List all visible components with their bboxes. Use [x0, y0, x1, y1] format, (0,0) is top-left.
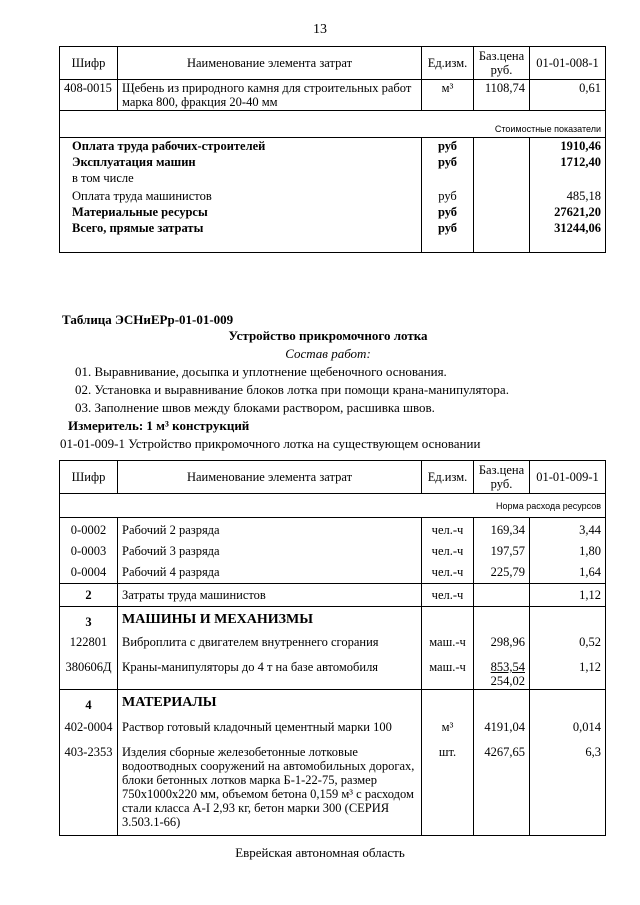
- cost-row: [60, 138, 606, 155]
- cell-unit: чел.-ч: [422, 559, 474, 584]
- cell-value: 1,12: [530, 650, 606, 690]
- cell-unit: чел.-ч: [422, 518, 474, 539]
- cell-price: 1108,74: [474, 80, 530, 111]
- cell-price: 4191,04: [474, 713, 530, 735]
- measure-unit: Измеритель: 1 м³ конструкций: [68, 418, 250, 433]
- table-row: [60, 80, 606, 111]
- cell-unit: чел.-ч: [422, 538, 474, 559]
- norm-header-row: [60, 494, 606, 518]
- work-step: 02. Установка и выравнивание блоков лотка при помощи крана-манипулятора.: [75, 382, 509, 397]
- cost-value: 31244,06: [530, 220, 606, 253]
- cell-value: 0,014: [530, 713, 606, 735]
- table-row: [60, 713, 606, 735]
- col-name: Наименование элемента затрат: [118, 461, 422, 494]
- cost-unit: руб: [422, 204, 474, 220]
- cell-value: 1,12: [530, 584, 606, 607]
- table-header-row: [60, 461, 606, 494]
- cell-name: Изделия сборные железобетонные лотковые водоотводных сооружений на автомобильных дорогах, блоки бетонных лотков марка Б-1-22-75, размер 750х1000х220 мм, объемом бетона 0,159 м³ с расходом стали класса А-I 2,93 кг, бетон марки 300 (СЕРИЯ 3.503.1-66): [118, 735, 422, 836]
- composition-label: Состав работ:: [285, 346, 371, 361]
- table-title: Таблица ЭСНиЕРр-01-01-009: [62, 312, 234, 327]
- cost-label: Оплата труда рабочих-строителей: [60, 138, 422, 155]
- cell-price: 225,79: [474, 559, 530, 584]
- section-code: 3: [60, 607, 118, 631]
- cost-unit: руб: [422, 188, 474, 204]
- section-name: МАТЕРИАЛЫ: [118, 690, 422, 714]
- col-name: Наименование элемента затрат: [118, 47, 422, 80]
- cost-value: 1910,46: [530, 138, 606, 155]
- cell-name: Затраты труда машинистов: [118, 584, 422, 607]
- cost-row: [60, 204, 606, 220]
- cell-code: 380606Д: [60, 650, 118, 690]
- cell-name: Виброплита с двигателем внутреннего сгорания: [118, 630, 422, 650]
- resource-table-008: [59, 46, 606, 253]
- section-code: 4: [60, 690, 118, 714]
- cell-code: 408-0015: [60, 80, 118, 111]
- cost-row: [60, 170, 606, 188]
- cost-row: [60, 154, 606, 170]
- cost-value: 1712,40: [530, 154, 606, 170]
- col-norm: 01-01-009-1: [530, 461, 606, 494]
- cost-label: Эксплуатация машин: [60, 154, 422, 170]
- cost-unit: руб: [422, 138, 474, 155]
- cell-price-secondary: 254,02: [490, 674, 525, 688]
- cell-code: 403-2353: [60, 735, 118, 836]
- cell-name: Щебень из природного камня для строительных работ марка 800, фракция 20-40 мм: [118, 80, 422, 111]
- work-step: 03. Заполнение швов между блоками раствором, расшивка швов.: [75, 400, 435, 415]
- cell-unit: м³: [422, 80, 474, 111]
- cell-price: 853,54: [490, 660, 525, 674]
- cell-name: Краны-манипуляторы до 4 т на базе автомобиля: [118, 650, 422, 690]
- cell-value: 1,80: [530, 538, 606, 559]
- cost-value: 485,18: [530, 188, 606, 204]
- section-row: [60, 690, 606, 714]
- table-row: [60, 630, 606, 650]
- cell-price: 298,96: [474, 630, 530, 650]
- work-step: 01. Выравнивание, досыпка и уплотнение щебеночного основания.: [75, 364, 447, 379]
- col-price: Баз.цена руб.: [474, 47, 530, 80]
- col-code: Шифр: [60, 47, 118, 80]
- cost-row: [60, 220, 606, 253]
- table-row: [60, 518, 606, 539]
- table-header-row: [60, 47, 606, 80]
- cost-unit: руб: [422, 220, 474, 253]
- page-number: 13: [313, 22, 327, 37]
- cell-name: Раствор готовый кладочный цементный марки 100: [118, 713, 422, 735]
- section-heading: Устройство прикромочного лотка: [228, 328, 428, 343]
- cell-name: Рабочий 4 разряда: [118, 559, 422, 584]
- cost-value: 27621,20: [530, 204, 606, 220]
- cost-row: [60, 188, 606, 204]
- cell-unit: чел.-ч: [422, 584, 474, 607]
- cell-unit: шт.: [422, 735, 474, 836]
- col-price: Баз.цена руб.: [474, 461, 530, 494]
- cell-value: 0,52: [530, 630, 606, 650]
- col-code: Шифр: [60, 461, 118, 494]
- region-footer: Еврейская автономная область: [235, 845, 405, 860]
- cell-price: 169,34: [474, 518, 530, 539]
- cost-label: Всего, прямые затраты: [60, 220, 422, 253]
- table-row: [60, 538, 606, 559]
- section-name: МАШИНЫ И МЕХАНИЗМЫ: [118, 607, 422, 631]
- table-row: [60, 584, 606, 607]
- cell-name: Рабочий 3 разряда: [118, 538, 422, 559]
- col-unit: Ед.изм.: [422, 461, 474, 494]
- table-row: [60, 650, 606, 690]
- cell-unit: маш.-ч: [422, 650, 474, 690]
- resource-table-009: [59, 460, 606, 836]
- col-unit: Ед.изм.: [422, 47, 474, 80]
- cell-value: 6,3: [530, 735, 606, 836]
- cell-value: 1,64: [530, 559, 606, 584]
- table-row: [60, 559, 606, 584]
- cell-code: 0-0002: [60, 518, 118, 539]
- cell-price: 4267,65: [474, 735, 530, 836]
- cell-code: 2: [60, 584, 118, 607]
- cell-code: 0-0004: [60, 559, 118, 584]
- cell-price: 197,57: [474, 538, 530, 559]
- cell-value: 3,44: [530, 518, 606, 539]
- cell-value: 0,61: [530, 80, 606, 111]
- cost-header-row: [60, 111, 606, 138]
- table-row: [60, 735, 606, 836]
- section-row: [60, 607, 606, 631]
- cell-name: Рабочий 2 разряда: [118, 518, 422, 539]
- cost-label: Оплата труда машинистов: [60, 188, 422, 204]
- cell-unit: маш.-ч: [422, 630, 474, 650]
- cost-label: в том числе: [60, 170, 422, 188]
- norm-header: Норма расхода ресурсов: [496, 501, 601, 511]
- cost-unit: руб: [422, 154, 474, 170]
- cell-code: 402-0004: [60, 713, 118, 735]
- cost-header: Стоимостные показатели: [494, 124, 601, 134]
- col-norm: 01-01-008-1: [530, 47, 606, 80]
- cell-code: 122801: [60, 630, 118, 650]
- cell-code: 0-0003: [60, 538, 118, 559]
- cell-unit: м³: [422, 713, 474, 735]
- norm-line: 01-01-009-1 Устройство прикромочного лотка на существующем основании: [60, 436, 481, 451]
- cost-label: Материальные ресурсы: [60, 204, 422, 220]
